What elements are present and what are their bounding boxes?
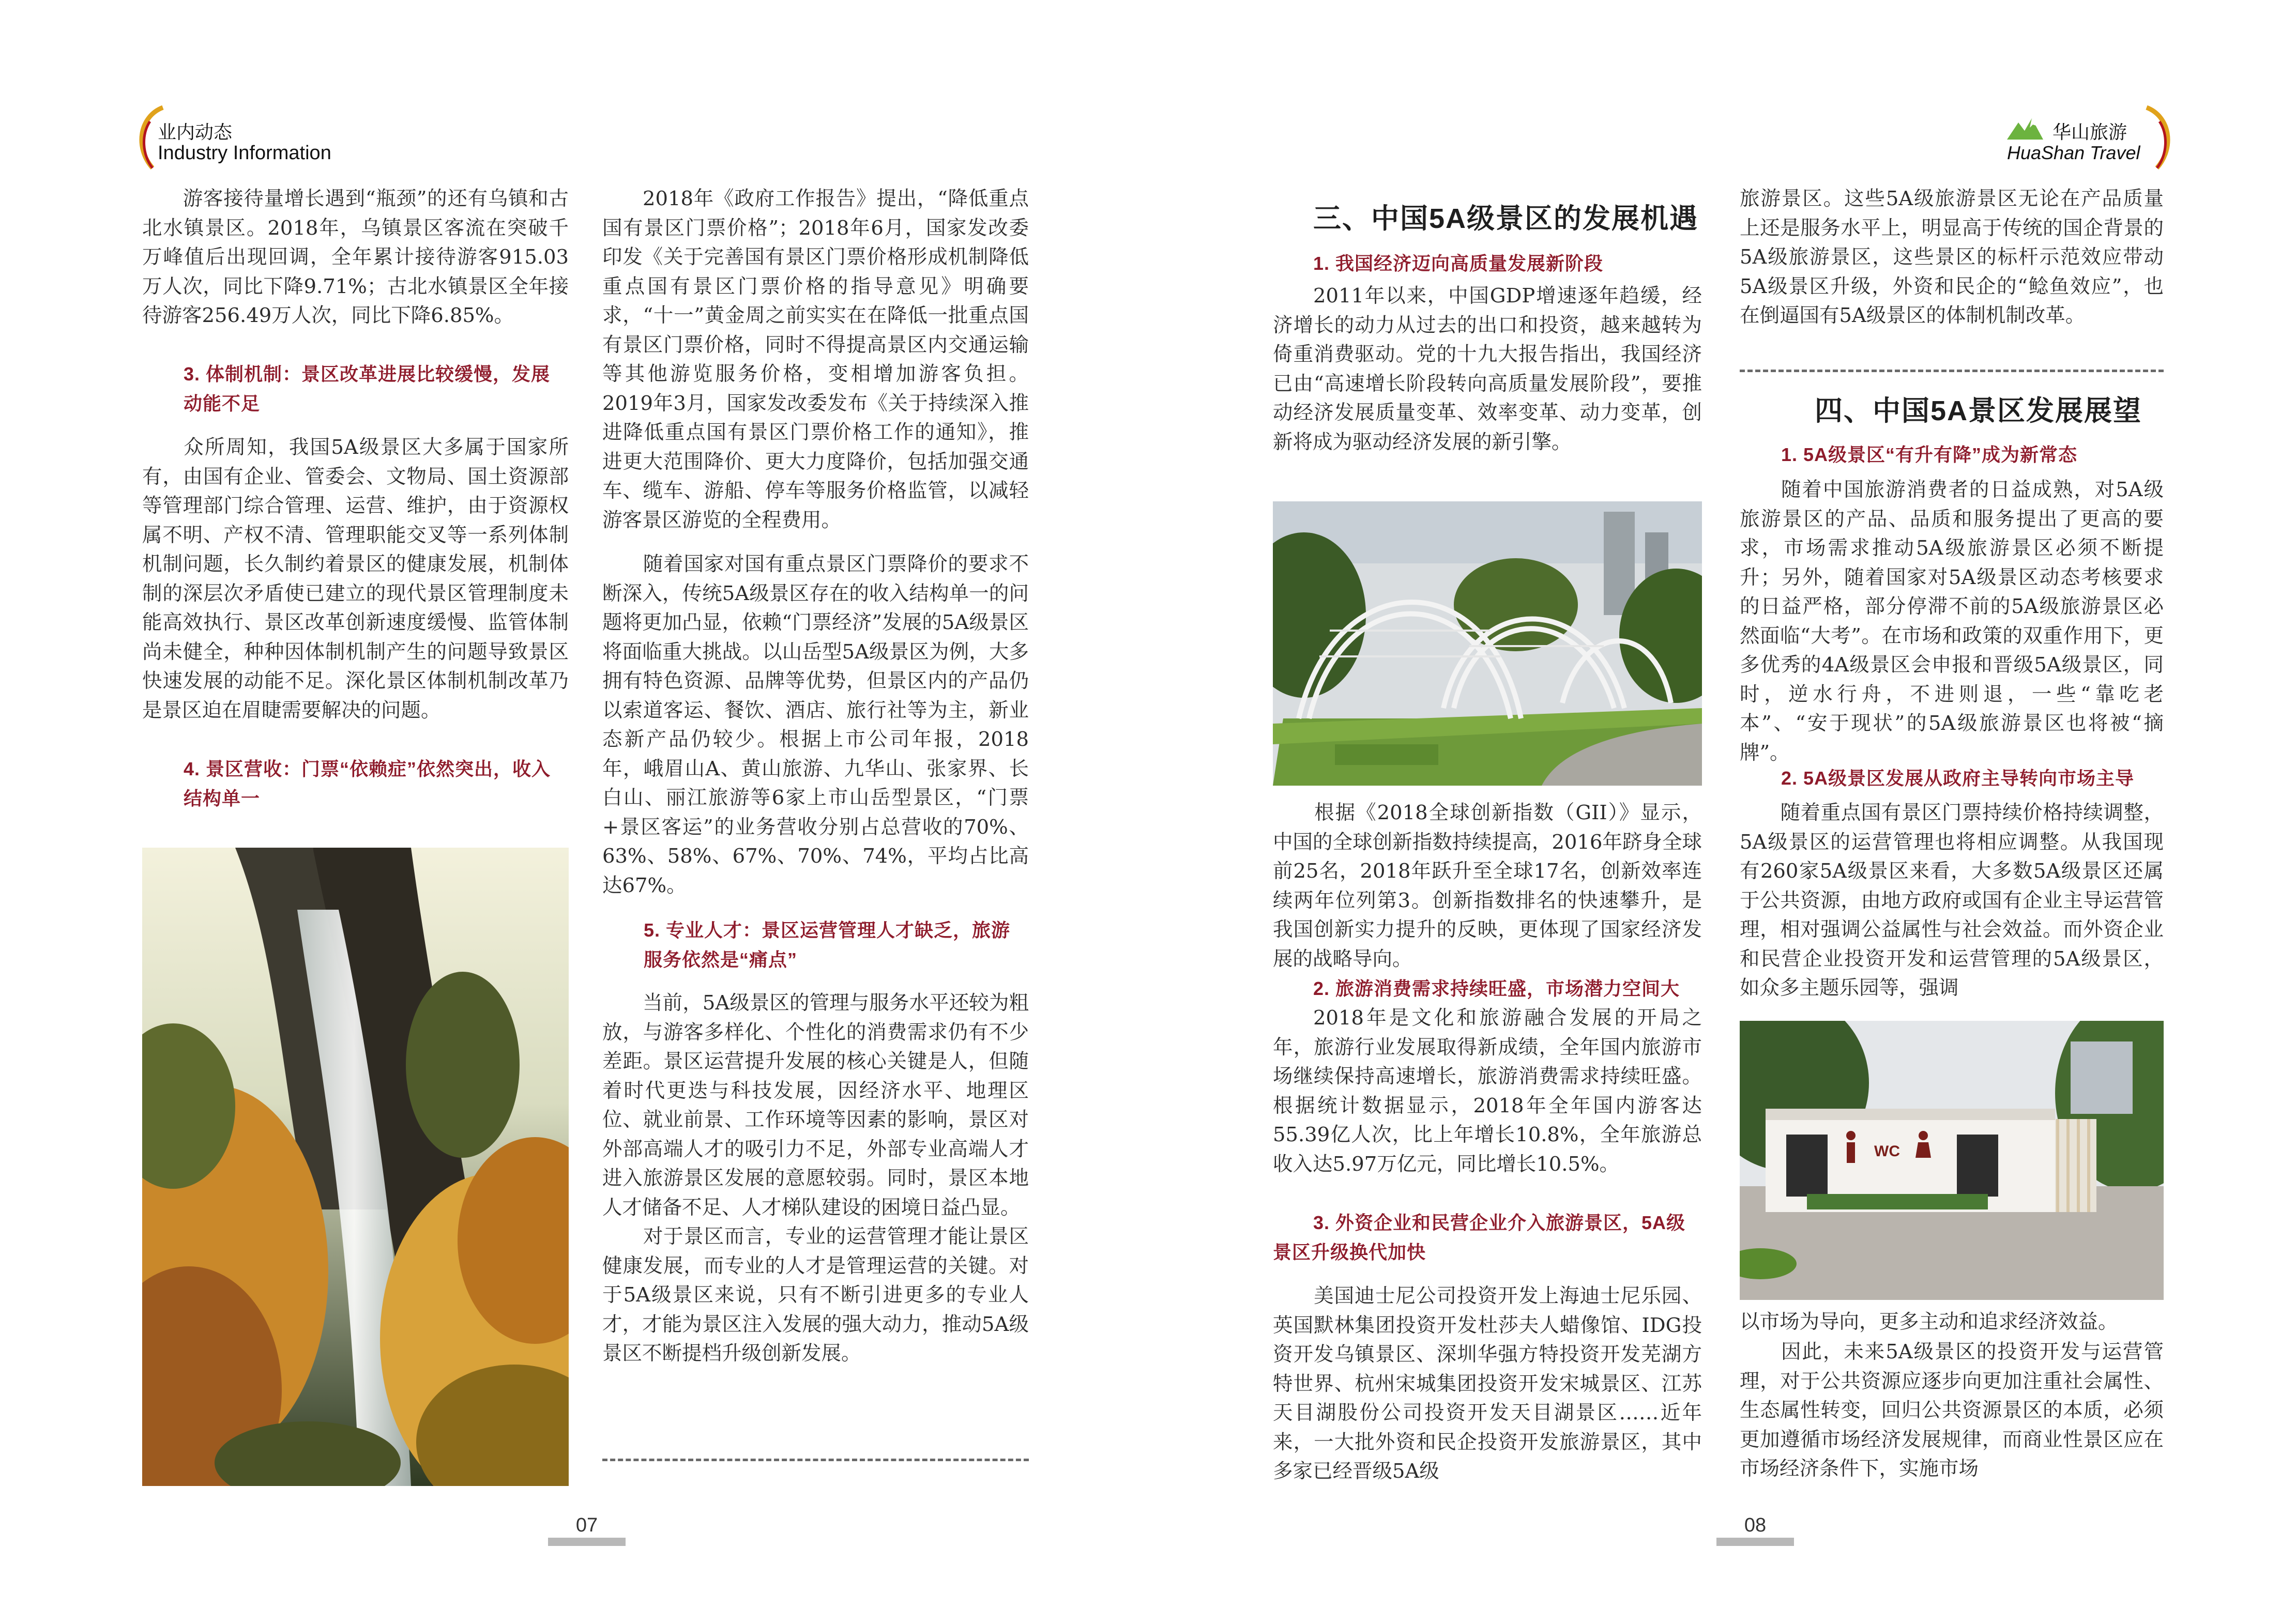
article-paragraph: 当前，5A级景区的管理与服务水平还较为粗放，与游客多样化、个性化的消费需求仍有不少差距。景区运营提升发展的核心关键是人，但随着时代更迭与科技发展，因经济水平、地理区位、就业前景、工作环境等因素的影响，景区对外部高端人才的吸引力不足，外部专业高端人才进入旅游景区发展的意愿较弱。同时，景区本地人才储备不足、人才梯队建设的困境日益凸显。: [602, 991, 1029, 1219]
article-paragraph: 游客接待量增长遇到“瓶颈”的还有乌镇和古北水镇景区。2018年，乌镇景区客流在突破千万峰值后出现回调，全年累计接待游客915.03万人次，同比下降9.71%；古北水镇景区全年接待游客256.49万人次，同比下降6.85%。: [142, 187, 569, 327]
wc-sign: WC: [1874, 1143, 1900, 1160]
article-paragraph: 美国迪士尼公司投资开发上海迪士尼乐园、英国默林集团投资开发杜莎夫人蜡像馆、IDG投资开发乌镇景区、深圳华强方特投资开发芜湖方特世界、杭州宋城集团投资开发宋城景区、江苏天目湖股份公司投资开发天目湖景区……近年来，一大批外资和民企投资开发旅游景区，其中多家已经晋级5A级: [1273, 1284, 1702, 1483]
header-brand-en: HuaShan Travel: [2007, 142, 2140, 163]
park-arch-photo: [1273, 501, 1702, 786]
article-paragraph: 2011年以来，中国GDP增速逐年趋缓，经济增长的动力从过去的出口和投资，越来越转为倚重消费驱动。党的十九大报告指出，我国经济已由“高速增长阶段转向高质量发展阶段”，要推动经济发展质量变革、效率变革、动力变革，创新将成为驱动经济发展的新引擎。: [1273, 284, 1702, 454]
article-paragraph: 以市场为导向，更多主动和追求经济效益。: [1740, 1310, 2118, 1334]
article-paragraph: 随着中国旅游消费者的日益成熟，对5A级旅游景区的产品、品质和服务提出了更高的要求，市场需求推动5A级旅游景区必须不断提升；另外，随着国家对5A级景区动态考核要求的日益严格，部分停滞不前的5A级旅游景区必然面临“大考”。在市场和政策的双重作用下，更多优秀的4A级景区会申报和晋级5A级景区，同时，逆水行舟，不进则退，一些“靠吃老本”、“安于现状”的5A级旅游景区也将被“摘牌”。: [1740, 478, 2164, 764]
waterfall-photo: [142, 848, 569, 1486]
article-paragraph: 根据《2018全球创新指数（GII）》显示，中国的全球创新指数持续提高，2016年跻身全球前25名，2018年跃升至全球17名，创新效率连续两年位列第3。创新指数排名的快速攀升，是我国创新实力提升的反映，更体现了国家经济发展的战略导向。: [1273, 801, 1702, 971]
subheading-economy: 1. 我国经济迈向高质量发展新阶段: [1313, 253, 1604, 274]
article-paragraph: 对于景区而言，专业的运营管理才能让景区健康发展，而专业的人才是管理运营的关键。对于5A级景区来说，只有不断引进更多的专业人才，才能为景区注入发展的强大动力，推动5A级景区不断提档升级创新发展。: [602, 1225, 1029, 1365]
header-section-en: Industry Information: [158, 142, 331, 164]
article-paragraph: 2018年是文化和旅游融合发展的开局之年，旅游行业发展取得新成绩，全年国内旅游市场继续保持高速增长，旅游消费需求持续旺盛。根据统计数据显示，2018年全年国内游客达55.39亿人次，比上年增长10.8%，全年旅游总收入达5.97万亿元，同比增长10.5%。: [1273, 1006, 1702, 1176]
page-number-left: 07: [575, 1514, 598, 1536]
subheading-revenue: 4. 景区营收：门票“依赖症”依然突出，收入结构单一: [184, 758, 551, 809]
header-swoosh-icon: [2141, 103, 2178, 171]
page-number-bar: [548, 1538, 626, 1546]
section-title-opportunities: 三、中国5A级景区的发展机遇: [1313, 203, 1699, 234]
subheading-consumption: 2. 旅游消费需求持续旺盛，市场潜力空间大: [1313, 978, 1680, 999]
mountain-logo-icon: [2007, 116, 2048, 142]
header-right: [2001, 103, 2177, 171]
header-left: [132, 103, 401, 171]
page-number-bar: [1716, 1538, 1794, 1546]
section-title-outlook: 四、中国5A景区发展展望: [1815, 395, 2142, 426]
subheading-market-led: 2. 5A级景区发展从政府主导转向市场主导: [1781, 768, 2135, 789]
column-divider: [602, 1459, 1029, 1461]
subheading-talent: 5. 专业人才：景区运营管理人才缺乏，旅游服务依然是“痛点”: [644, 920, 1011, 970]
page-number-right: 08: [1744, 1514, 1767, 1536]
article-paragraph: 旅游景区。这些5A级旅游景区无论在产品质量上还是服务水平上，明显高于传统的国企背景的5A级旅游景区，这些景区的标杆示范效应带动5A级景区升级，外资和民企的“鲶鱼效应”，也在倒逼国有5A级景区的体制机制改革。: [1740, 187, 2164, 327]
article-paragraph: 2018年《政府工作报告》提出，“降低重点国有景区门票价格”；2018年6月，国家发改委印发《关于完善国有景区门票价格形成机制降低重点国有景区门票价格的指导意见》明确要求，“十一”黄金周之前实实在在降低一批重点国有景区门票价格，同时不得提高景区内交通运输等其他游览服务价格，变相增加游客负担。2019年3月，国家发改委发布《关于持续深入推进降低重点国有景区门票价格工作的通知》，推进更大范围降价、更大力度降价，包括加强交通车、缆车、游船、停车等服务价格监管，以减轻游客景区游览的全程费用。: [602, 187, 1029, 532]
subheading-rise-fall: 1. 5A级景区“有升有降”成为新常态: [1781, 444, 2078, 465]
article-paragraph: 因此，未来5A级景区的投资开发与运营管理，对于公共资源应逐步向更加注重社会属性、生态属性转变，回归公共资源景区的本质，必须更加遵循市场经济发展规律，而商业性景区应在市场经济条件下，实施市场: [1740, 1340, 2164, 1480]
subheading-institutions: 3. 体制机制：景区改革进展比较缓慢，发展动能不足: [184, 363, 551, 414]
subheading-foreign-investment: 3. 外资企业和民营企业介入旅游景区，5A级景区升级换代加快: [1273, 1212, 1686, 1263]
restroom-building-photo: [1740, 1021, 2164, 1300]
article-paragraph: 随着重点国有景区门票持续价格持续调整，5A级景区的运营管理也将相应调整。从我国现有260家5A级景区来看，大多数5A级景区还属于公共资源，由地方政府或国有企业主导运营管理，相对强调公益属性与社会效益。而外资企业和民营企业投资开发和运营管理的5A级景区，如众多主题乐园等，强调: [1740, 801, 2164, 1000]
article-paragraph: 众所周知，我国5A级景区大多属于国家所有，由国有企业、管委会、文物局、国土资源部等管理部门综合管理、运营、维护，由于资源权属不明、产权不清、管理职能交叉等一系列体制机制问题，长久制约着景区的健康发展，机制体制的深层次矛盾使已建立的现代景区管理制度未能高效执行、景区改革创新速度缓慢、监管体制尚未健全，种种因体制机制产生的问题导致景区快速发展的动能不足。深化景区体制机制改革乃是景区迫在眉睫需要解决的问题。: [142, 436, 569, 722]
header-section-cn: 业内动态: [158, 121, 233, 143]
header-brand-cn: 华山旅游: [2052, 121, 2127, 143]
article-paragraph: 随着国家对国有重点景区门票降价的要求不断深入，传统5A级景区存在的收入结构单一的问题将更加凸显，依赖“门票经济”发展的5A级景区将面临重大挑战。以山岳型5A级景区为例，大多拥有特色资源、品牌等优势，但景区内的产品仍以索道客运、餐饮、酒店、旅行社等为主，新业态新产品仍较少。根据上市公司年报，2018年，峨眉山A、黄山旅游、九华山、张家界、长白山、丽江旅游等6家上市山岳型景区，“门票+景区客运”的业务营收分别占总营收的70%、63%、58%、67%、70%、74%，平均占比高达67%。: [602, 553, 1029, 897]
column-divider: [1740, 370, 2164, 372]
